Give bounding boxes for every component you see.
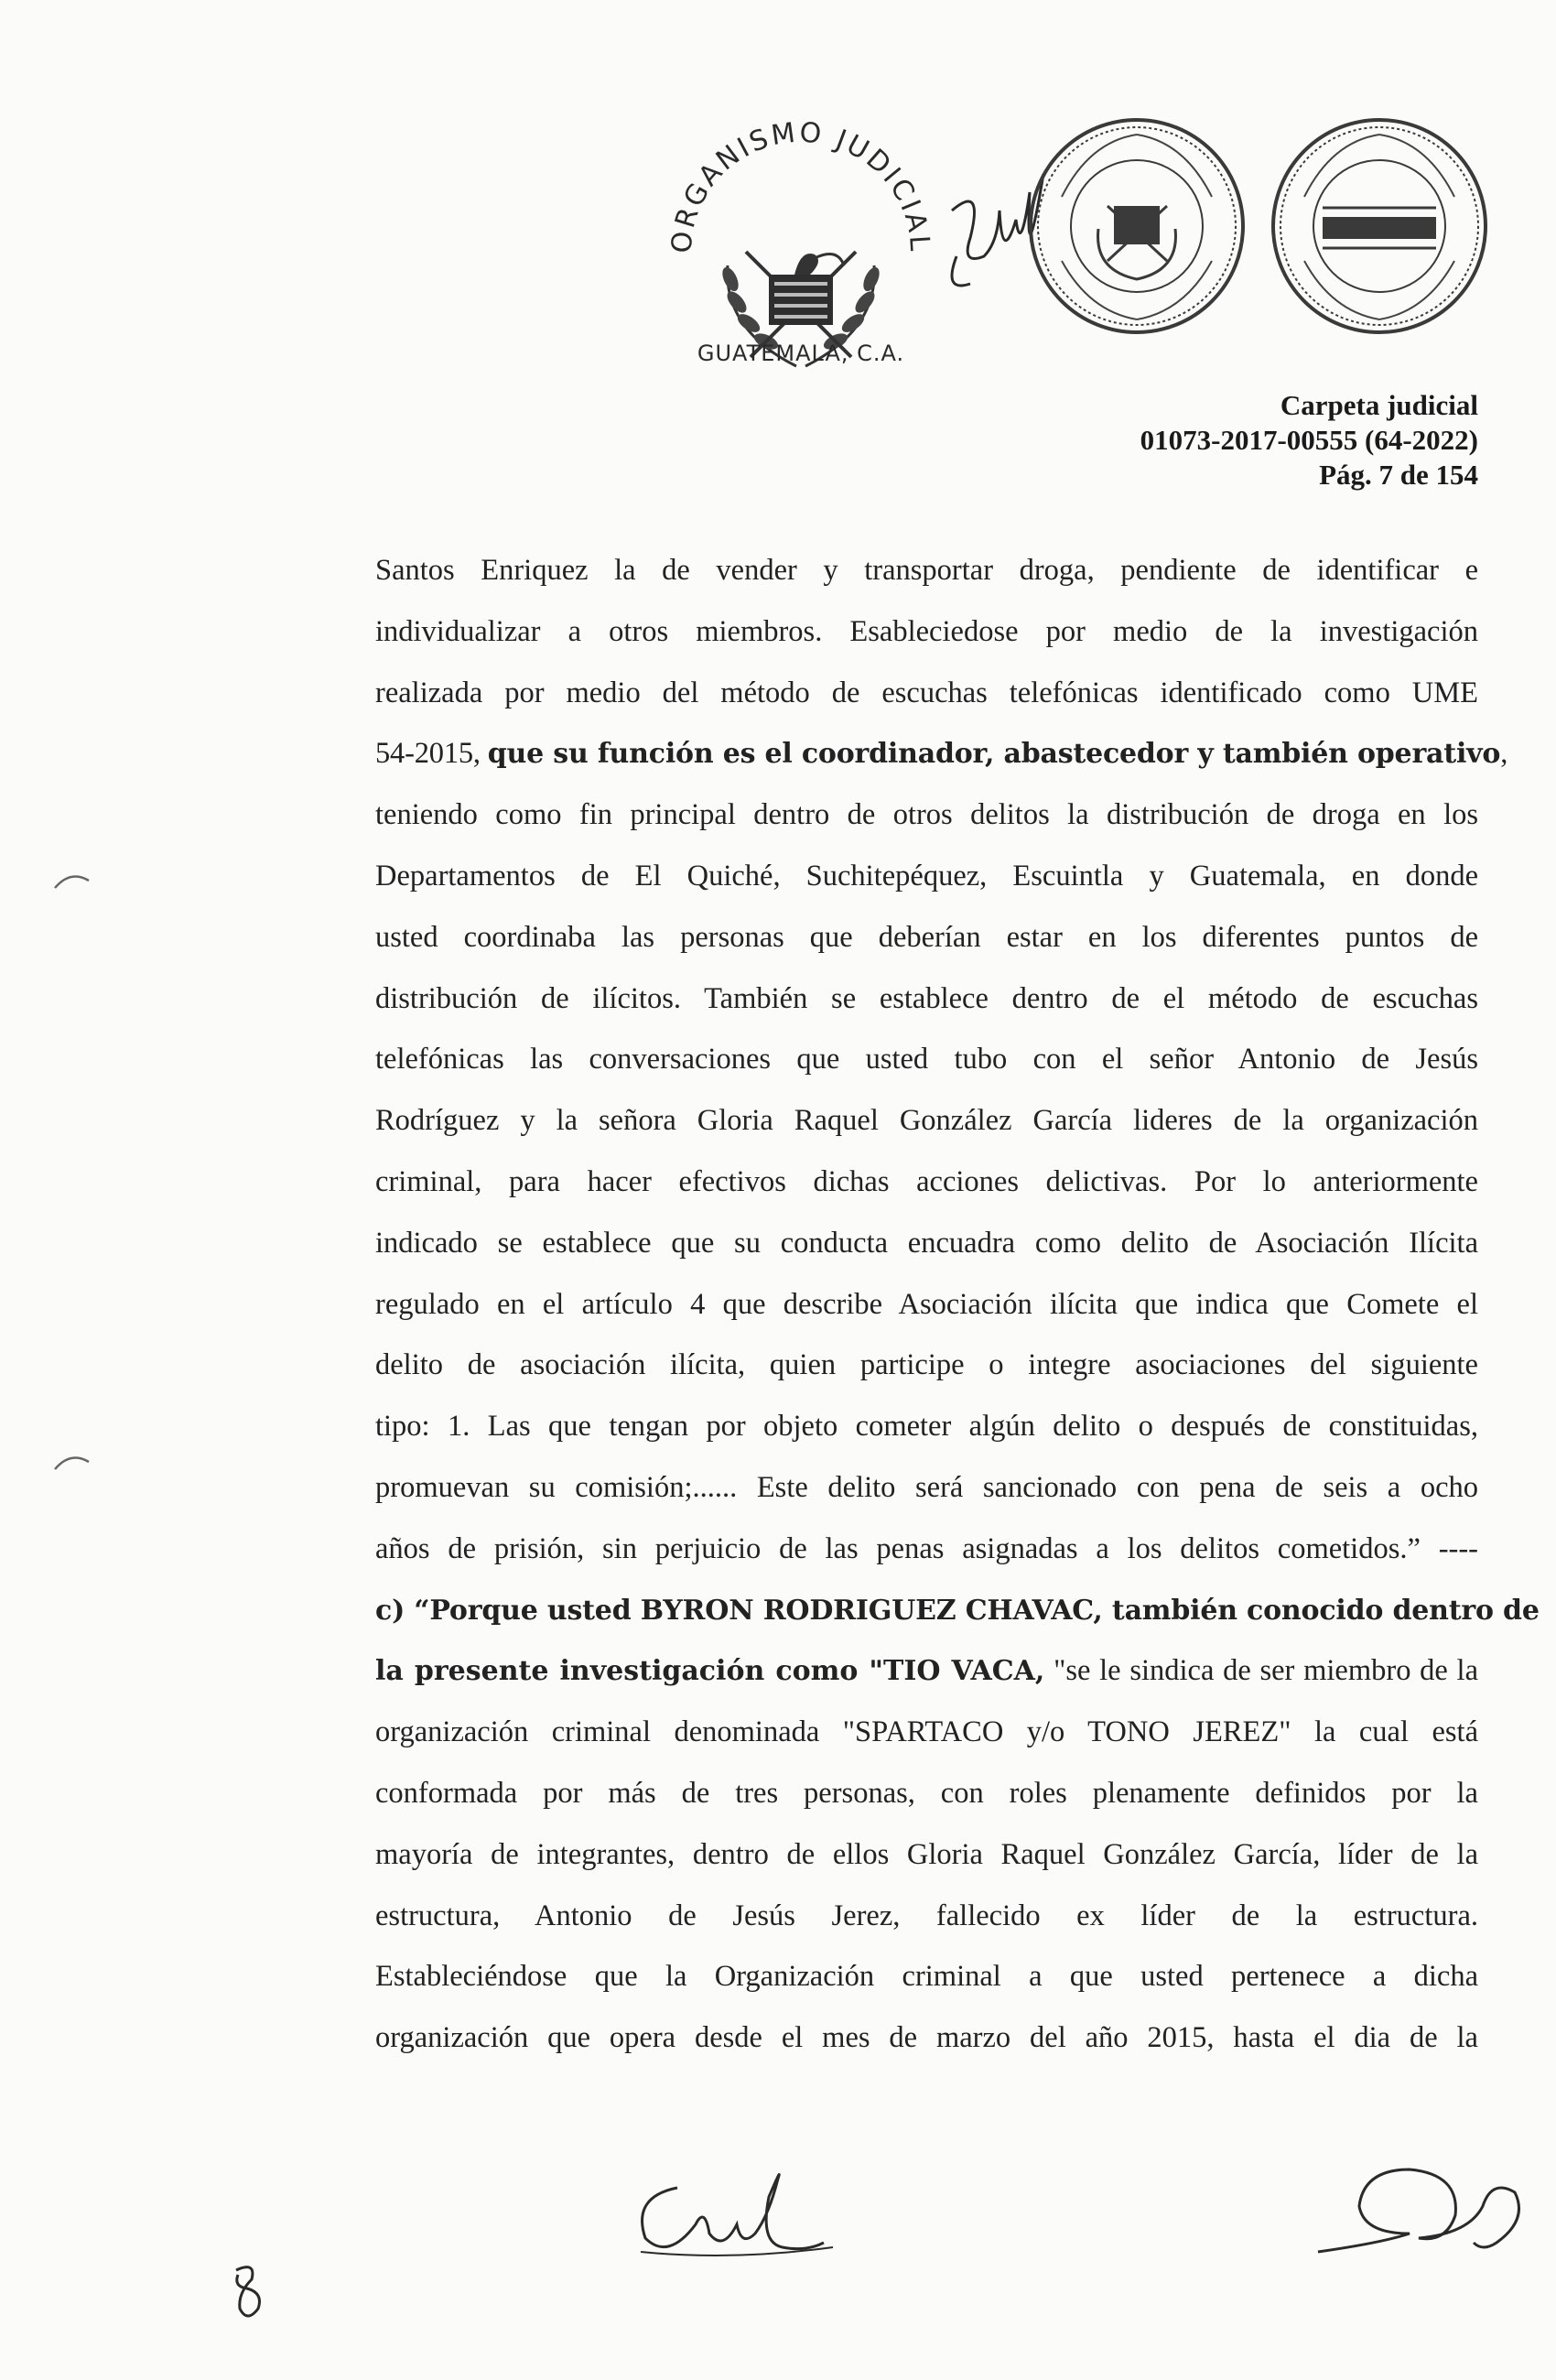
text-line: estructura, Antonio de Jesús Jerez, fallecido ex líder de la estructura. <box>375 1899 1478 1932</box>
text-line: años de prisión, sin perjuicio de las penas asignadas a los delitos cometidos.” ---- <box>375 1531 1478 1565</box>
text-line: delito de asociación ilícita, quien participe o integre asociaciones del siguiente <box>375 1348 1478 1382</box>
text-line: indicado se establece que su conducta encuadra como delito de Asociación Ilícita <box>375 1226 1478 1260</box>
text-line: promuevan su comisión;...... Este delito será sancionado con pena de seis a ocho <box>375 1470 1478 1504</box>
text-line: individualizar a otros miembros. Esableciedose por medio de la investigación <box>375 614 1478 648</box>
signature-right <box>1300 2151 1538 2270</box>
margin-punch-mark <box>48 860 93 897</box>
crest-arc-text: ORGANISMO JUDICIAL <box>665 116 936 255</box>
text-line: Santos Enriquez la de vender y transportar droga, pendiente de identificar e <box>375 554 1478 587</box>
signature-center <box>622 2160 860 2270</box>
text-line: organización criminal denominada "SPARTACO y/o TONO JEREZ" la cual está <box>375 1715 1478 1749</box>
text-line: 54-2015, que su función es el coordinador, abastecedor y también operativo, <box>375 737 1508 771</box>
text-line: conformada por más de tres personas, con roles plenamente definidos por la <box>375 1776 1478 1810</box>
margin-punch-mark <box>48 1442 93 1478</box>
case-label: Carpeta judicial <box>1280 389 1478 421</box>
margin-initial <box>220 2261 275 2325</box>
document-body <box>375 540 1540 2069</box>
text-line: tipo: 1. Las que tengan por objeto cometer algún delito o después de constituidas, <box>375 1410 1478 1444</box>
page-number: Pág. 7 de 154 <box>1319 459 1478 491</box>
text-line: organización que opera desde el mes de marzo del año 2015, hasta el dia de la <box>375 2021 1478 2055</box>
text-line: realizada por medio del método de escuchas telefónicas identificado como UME <box>375 676 1478 709</box>
crest-caption: GUATEMALA, C.A. <box>697 341 905 366</box>
text-line: Rodríguez y la señora Gloria Raquel González García lideres de la organización <box>375 1104 1478 1138</box>
case-reference <box>1140 388 1478 492</box>
text-line: Estableciéndose que la Organización criminal a que usted pertenece a dicha <box>375 1960 1478 1994</box>
text-line: Departamentos de El Quiché, Suchitepéquez, Escuintla y Guatemala, en donde <box>375 859 1478 892</box>
text-line: la presente investigación como "TIO VACA, "se le sindica de ser miembro de la <box>375 1654 1479 1688</box>
text-line: teniendo como fin principal dentro de otros delitos la distribución de droga en los <box>375 798 1478 832</box>
case-number: 01073-2017-00555 (64-2022) <box>1140 424 1478 456</box>
text-line: usted coordinaba las personas que deberían estar en los diferentes puntos de <box>375 920 1478 954</box>
text-line: c) “Porque usted BYRON RODRIGUEZ CHAVAC, también conocido dentro de <box>375 1594 1540 1627</box>
text-line: distribución de ilícitos. También se establece dentro de el método de escuchas <box>375 981 1478 1015</box>
text-line: regulado en el artículo 4 que describe Asociación ilícita que indica que Comete el <box>375 1287 1478 1321</box>
text-line: mayoría de integrantes, dentro de ellos Gloria Raquel González García, líder de la <box>375 1837 1478 1871</box>
svg-text:ORGANISMO JUDICIAL <box>665 116 935 254</box>
text-line: telefónicas las conversaciones que usted tubo con el señor Antonio de Jesús <box>375 1043 1478 1076</box>
court-seal-left <box>1025 114 1249 339</box>
text-line: criminal, para hacer efectivos dichas acciones delictivas. Por lo anteriormente <box>375 1164 1478 1198</box>
court-seal-right <box>1268 114 1492 339</box>
